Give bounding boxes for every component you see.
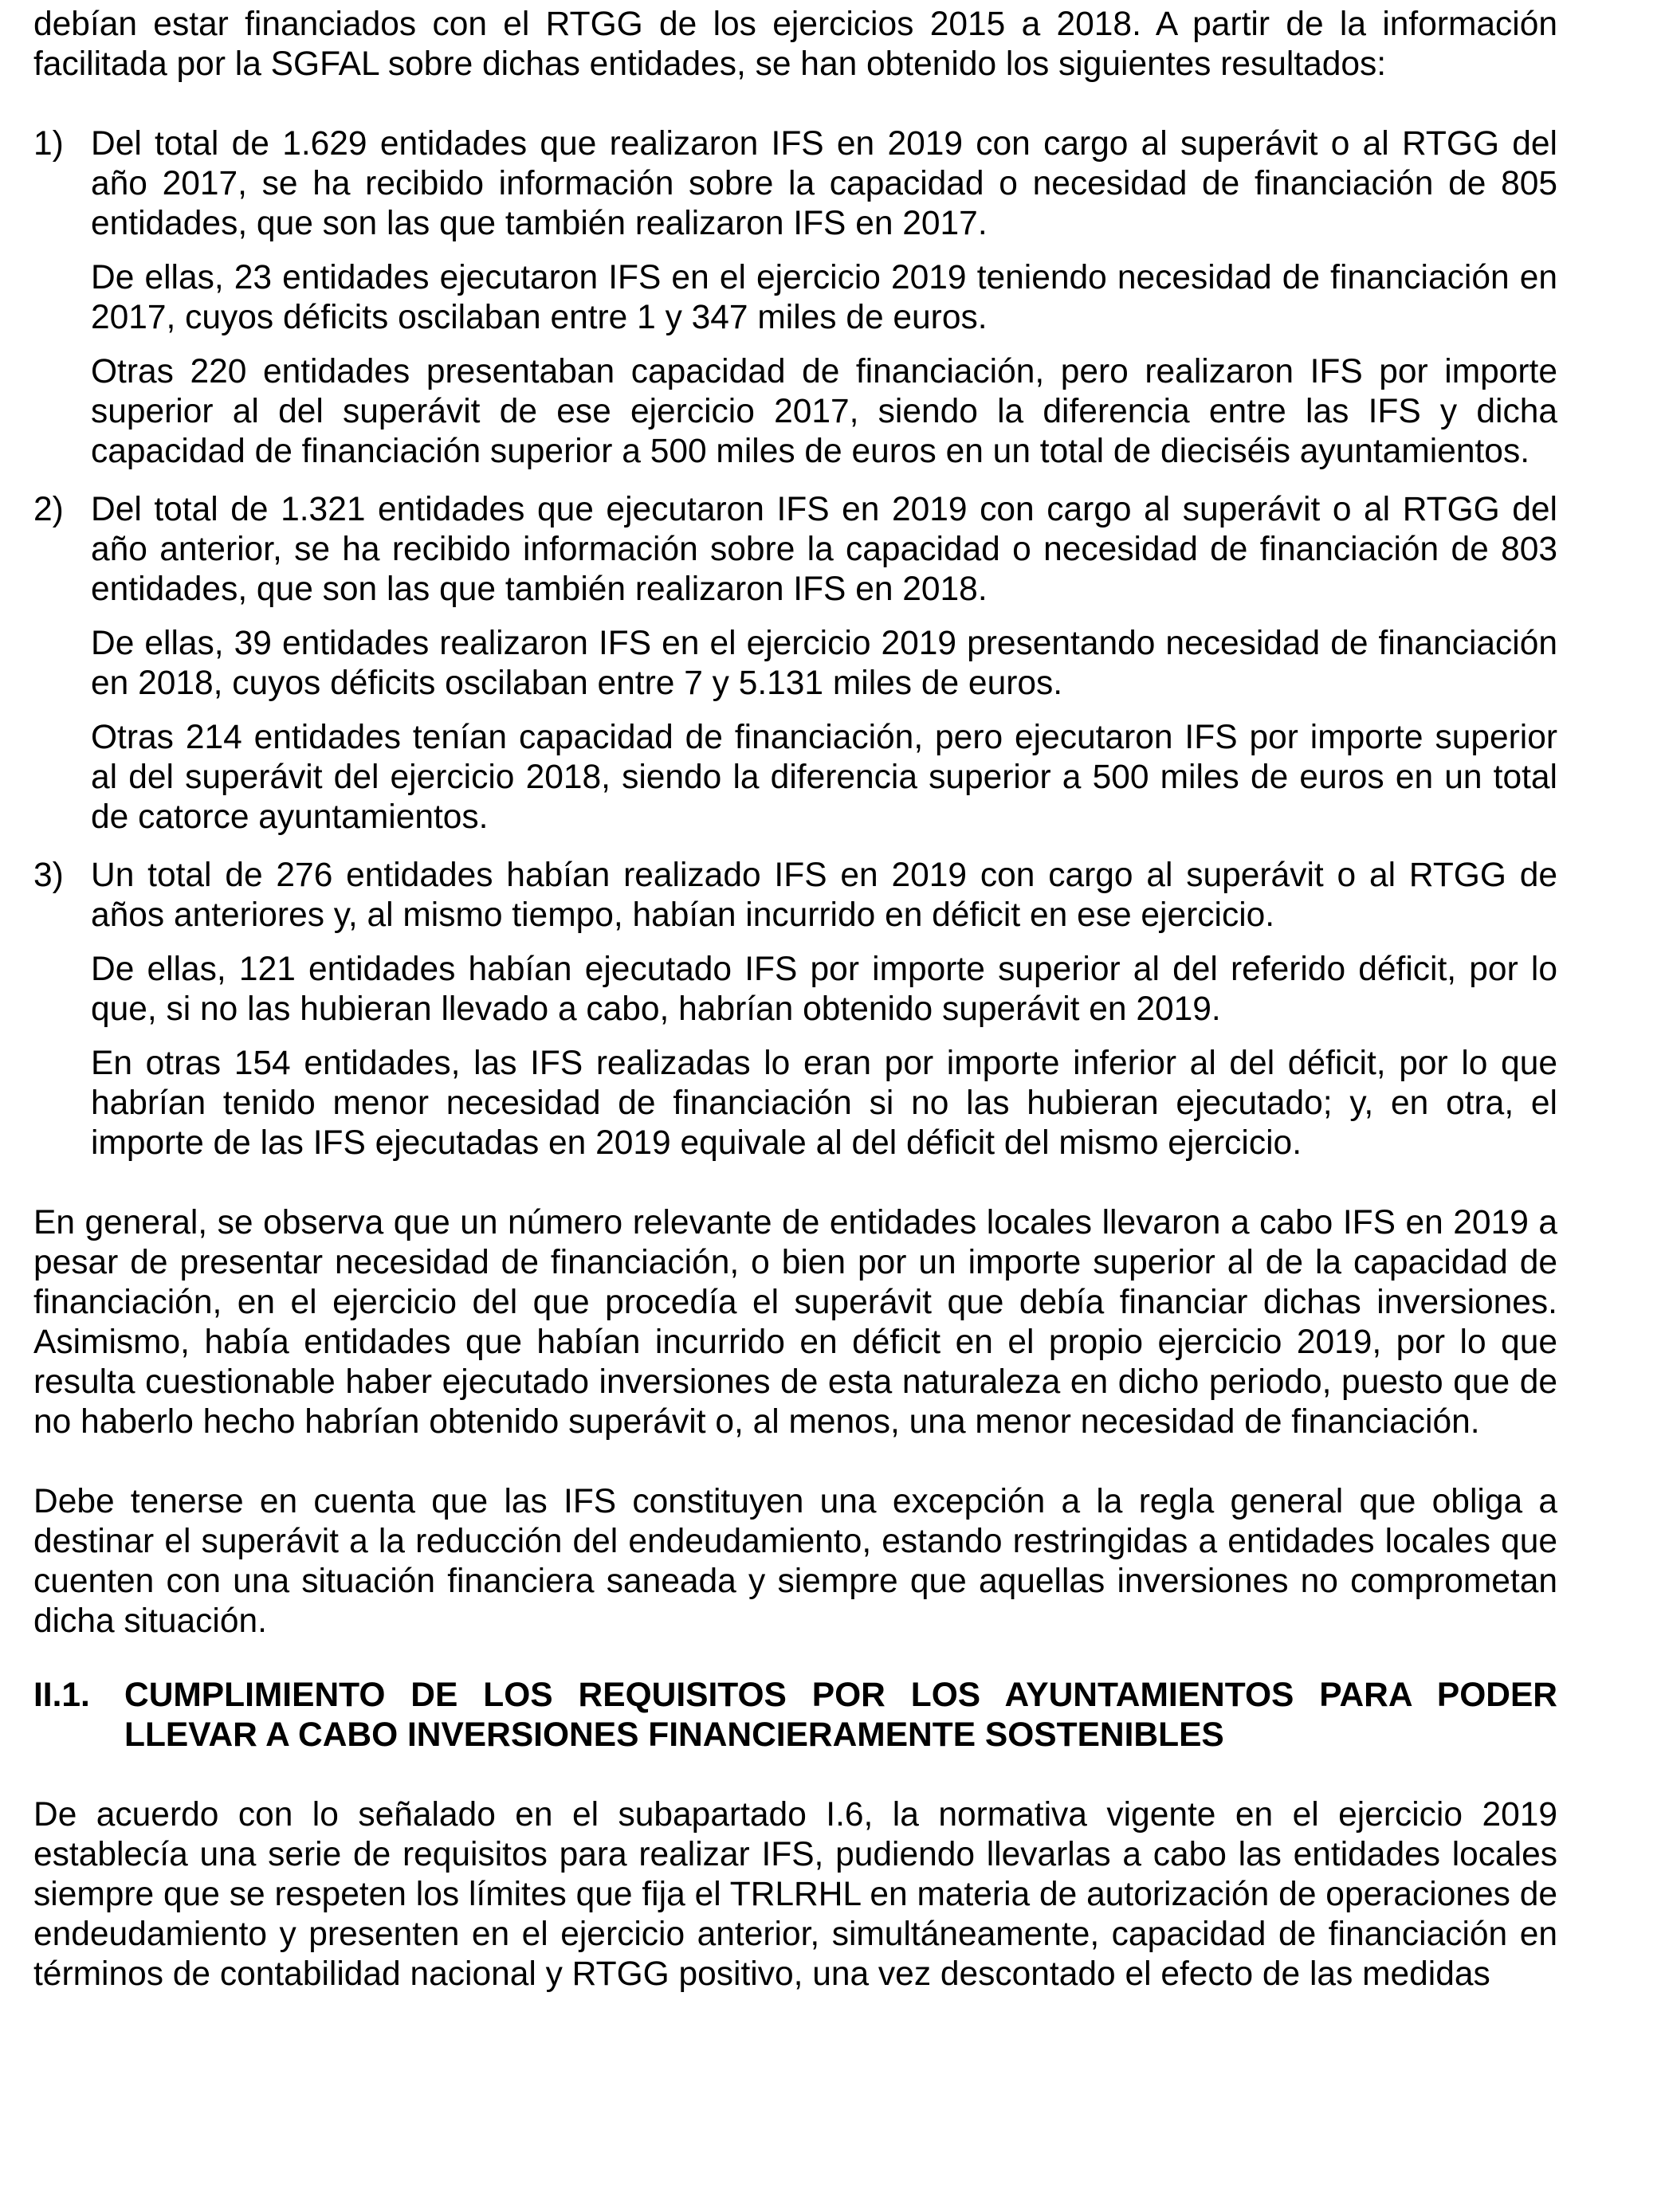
section-heading-number: II.1.	[33, 1677, 90, 1714]
list-item-number: 1)	[33, 125, 64, 163]
section-heading	[33, 1676, 1557, 1755]
list-item-number: 3)	[33, 857, 64, 894]
list-item-subparagraph: De ellas, 23 entidades ejecutaron IFS en el ejercicio 2019 teniendo necesidad de financiación en 2017, cuyos déficits oscilaban entre 1 y 347 miles de euros.	[91, 259, 1557, 336]
general-paragraph: En general, se observa que un número relevante de entidades locales llevaron a cabo IFS en 2019 a pesar de presentar necesidad de financiación, o bien por un importe superior al de la capacidad de financiación, en el ejercicio del que procedía el superávit que debía financiar dichas inversiones. Asimismo, había entidades que habían incurrido en déficit en el propio ejercicio 2019, por lo que resulta cuestionable haber ejecutado inversiones de esta naturaleza en dicho periodo, puesto que de no haberlo hecho habrían obtenido superávit o, al menos, una menor necesidad de financiación.	[33, 1204, 1557, 1441]
list-item-text: Del total de 1.629 entidades que realizaron IFS en 2019 con cargo al superávit o al RTGG del año 2017, se ha recibido información sobre la capacidad o necesidad de financiación de 805 entidades, que son las que también realizaron IFS en 2017.	[91, 125, 1557, 242]
list-item-subparagraph: De ellas, 39 entidades realizaron IFS en el ejercicio 2019 presentando necesidad de financiación en 2018, cuyos déficits oscilaban entre 7 y 5.131 miles de euros.	[91, 625, 1557, 702]
list-item-subparagraph: De ellas, 121 entidades habían ejecutado IFS por importe superior al del referido déficit, por lo que, si no las hubieran llevado a cabo, habrían obtenido superávit en 2019.	[91, 951, 1557, 1028]
results-list	[33, 124, 1557, 1163]
list-item-3	[33, 856, 1557, 935]
list-item-subparagraph: Otras 220 entidades presentaban capacidad de financiación, pero realizaron IFS por importe superior al del superávit de ese ejercicio 2017, siendo la diferencia entre las IFS y dicha capacidad de financiación superior a 500 miles de euros en un total de dieciséis ayuntamientos.	[91, 353, 1557, 470]
list-item-text: Un total de 276 entidades habían realizado IFS en 2019 con cargo al superávit o al RTGG de años anteriores y, al mismo tiempo, habían incurrido en déficit en ese ejercicio.	[91, 857, 1557, 934]
exception-paragraph: Debe tenerse en cuenta que las IFS constituyen una excepción a la regla general que obliga a destinar el superávit a la reducción del endeudamiento, estando restringidas a entidades locales que cuenten con una situación financiera saneada y siempre que aquellas inversiones no comprometan dicha situación.	[33, 1483, 1557, 1640]
final-paragraph: De acuerdo con lo señalado en el subapartado I.6, la normativa vigente en el ejercicio 2019 establecía una serie de requisitos para realizar IFS, pudiendo llevarlas a cabo las entidades locales siempre que se respeten los límites que fija el TRLRHL en materia de autorización de operaciones de endeudamiento y presenten en el ejercicio anterior, simultáneamente, capacidad de financiación en términos de contabilidad nacional y RTGG positivo, una vez descontado el efecto de las medidas	[33, 1796, 1557, 1993]
intro-paragraph: debían estar financiados con el RTGG de los ejercicios 2015 a 2018. A partir de la información facilitada por la SGFAL sobre dichas entidades, se han obtenido los siguientes resultados:	[33, 6, 1557, 83]
document-page	[33, 5, 1557, 1994]
list-item-text: Del total de 1.321 entidades que ejecutaron IFS en 2019 con cargo al superávit o al RTGG del año anterior, se ha recibido información sobre la capacidad o necesidad de financiación de 803 entidades, que son las que también realizaron IFS en 2018.	[91, 491, 1557, 608]
list-item-subparagraph: En otras 154 entidades, las IFS realizadas lo eran por importe inferior al del déficit, por lo que habrían tenido menor necesidad de financiación si no las hubieran ejecutado; y, en otra, el importe de las IFS ejecutadas en 2019 equivale al del déficit del mismo ejercicio.	[91, 1045, 1557, 1162]
list-item-number: 2)	[33, 491, 64, 528]
list-item-2	[33, 490, 1557, 610]
section-heading-title: CUMPLIMIENTO DE LOS REQUISITOS POR LOS AYUNTAMIENTOS PARA PODER LLEVAR A CABO INVERSIONES FINANCIERAMENTE SOSTENIBLES	[124, 1677, 1557, 1754]
list-item-subparagraph: Otras 214 entidades tenían capacidad de financiación, pero ejecutaron IFS por importe superior al del superávit del ejercicio 2018, siendo la diferencia superior a 500 miles de euros en un total de catorce ayuntamientos.	[91, 719, 1557, 836]
list-item-1	[33, 124, 1557, 244]
